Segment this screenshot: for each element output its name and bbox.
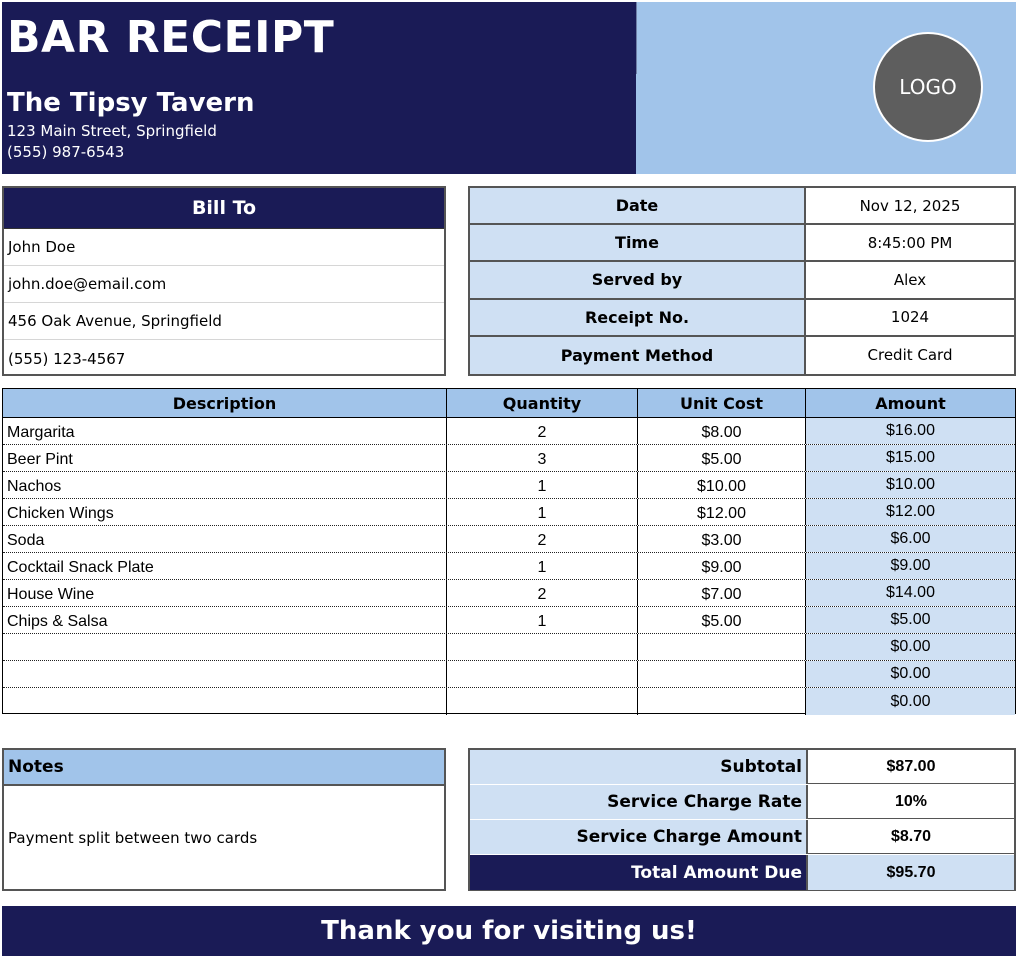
bill-to-box — [2, 186, 446, 376]
item-quantity[interactable]: 2 — [447, 526, 638, 552]
column-header-description: Description — [3, 389, 447, 417]
info-label: Date — [470, 188, 806, 223]
item-description[interactable]: Cocktail Snack Plate — [3, 553, 447, 579]
subtotal-value: $87.00 — [806, 750, 1014, 784]
item-quantity[interactable] — [447, 688, 638, 715]
item-unit-cost[interactable]: $7.00 — [638, 580, 806, 606]
item-quantity[interactable]: 2 — [447, 580, 638, 606]
item-unit-cost[interactable] — [638, 634, 806, 660]
totals-table — [468, 748, 1016, 891]
item-quantity[interactable]: 1 — [447, 499, 638, 525]
item-amount: $12.00 — [806, 499, 1015, 525]
item-amount: $14.00 — [806, 580, 1015, 606]
thank-you-banner: Thank you for visiting us! — [2, 906, 1016, 956]
total-due-row — [470, 855, 1014, 890]
info-label: Receipt No. — [470, 300, 806, 335]
info-row-receipt-no — [470, 300, 1014, 337]
table-row — [3, 661, 1015, 688]
receipt-title: BAR RECEIPT — [7, 12, 335, 63]
table-row — [3, 526, 1015, 553]
table-row — [3, 688, 1015, 715]
header-divider — [636, 2, 637, 74]
item-description[interactable]: Soda — [3, 526, 447, 552]
logo-placeholder — [873, 32, 983, 142]
payment-method-value[interactable]: Credit Card — [867, 346, 953, 365]
bar-name: The Tipsy Tavern — [7, 88, 255, 118]
item-amount: $0.00 — [806, 688, 1015, 715]
items-header-row — [3, 389, 1015, 418]
column-header-unit-cost: Unit Cost — [638, 389, 806, 417]
customer-name[interactable]: John Doe — [4, 229, 444, 266]
receipt-no-value[interactable]: 1024 — [890, 308, 930, 327]
service-amount-row — [470, 820, 1014, 855]
table-row — [3, 418, 1015, 445]
table-row — [3, 553, 1015, 580]
date-value[interactable]: Nov 12, 2025 — [859, 196, 961, 215]
item-description[interactable]: Nachos — [3, 472, 447, 498]
served-by-value[interactable]: Alex — [893, 270, 927, 289]
service-rate-label: Service Charge Rate — [470, 785, 806, 819]
table-row — [3, 607, 1015, 634]
table-row — [3, 499, 1015, 526]
bar-address: 123 Main Street, Springfield — [7, 122, 217, 140]
table-row — [3, 472, 1015, 499]
bill-to-heading: Bill To — [4, 188, 444, 229]
service-rate-value[interactable]: 10% — [806, 785, 1014, 819]
item-amount: $6.00 — [806, 526, 1015, 552]
info-row-payment-method — [470, 337, 1014, 374]
item-description[interactable]: House Wine — [3, 580, 447, 606]
column-header-quantity: Quantity — [447, 389, 638, 417]
item-description[interactable] — [3, 661, 447, 687]
item-rows — [3, 418, 1015, 715]
subtotal-row — [470, 750, 1014, 785]
notes-text[interactable]: Payment split between two cards — [8, 828, 258, 847]
total-due-value: $95.70 — [806, 855, 1014, 890]
time-value[interactable]: 8:45:00 PM — [867, 233, 953, 252]
item-description[interactable]: Beer Pint — [3, 445, 447, 471]
item-description[interactable] — [3, 688, 447, 715]
service-amount-label: Service Charge Amount — [470, 820, 806, 854]
item-unit-cost[interactable]: $8.00 — [638, 418, 806, 444]
item-unit-cost[interactable]: $5.00 — [638, 445, 806, 471]
item-amount: $15.00 — [806, 445, 1015, 471]
receipt-info-table — [468, 186, 1016, 376]
item-description[interactable]: Chips & Salsa — [3, 607, 447, 633]
item-quantity[interactable] — [447, 661, 638, 687]
item-description[interactable]: Chicken Wings — [3, 499, 447, 525]
item-amount: $16.00 — [806, 418, 1015, 444]
item-amount: $10.00 — [806, 472, 1015, 498]
logo-text: LOGO — [899, 75, 957, 99]
service-amount-value: $8.70 — [806, 820, 1014, 854]
items-table — [2, 388, 1016, 714]
info-label: Time — [470, 225, 806, 260]
item-unit-cost[interactable]: $3.00 — [638, 526, 806, 552]
bar-phone: (555) 987-6543 — [7, 143, 125, 161]
info-label: Served by — [470, 262, 806, 297]
table-row — [3, 580, 1015, 607]
item-quantity[interactable]: 1 — [447, 553, 638, 579]
customer-address[interactable]: 456 Oak Avenue, Springfield — [4, 303, 444, 340]
item-description[interactable] — [3, 634, 447, 660]
info-row-served-by — [470, 262, 1014, 299]
table-row — [3, 445, 1015, 472]
item-unit-cost[interactable]: $10.00 — [638, 472, 806, 498]
item-amount: $5.00 — [806, 607, 1015, 633]
customer-phone[interactable]: (555) 123-4567 — [8, 349, 126, 368]
item-quantity[interactable]: 1 — [447, 472, 638, 498]
item-unit-cost[interactable]: $9.00 — [638, 553, 806, 579]
item-quantity[interactable]: 2 — [447, 418, 638, 444]
item-quantity[interactable] — [447, 634, 638, 660]
service-rate-row — [470, 785, 1014, 820]
item-unit-cost[interactable]: $5.00 — [638, 607, 806, 633]
notes-box — [2, 748, 446, 891]
info-row-date — [470, 188, 1014, 225]
notes-heading: Notes — [4, 750, 444, 786]
column-header-amount: Amount — [875, 393, 946, 413]
customer-email[interactable]: john.doe@email.com — [4, 266, 444, 303]
total-due-label: Total Amount Due — [470, 855, 806, 890]
item-unit-cost[interactable] — [638, 661, 806, 687]
item-amount: $9.00 — [806, 553, 1015, 579]
subtotal-label: Subtotal — [470, 750, 806, 784]
info-row-time — [470, 225, 1014, 262]
item-quantity[interactable]: 3 — [447, 445, 638, 471]
item-unit-cost[interactable] — [638, 688, 806, 715]
item-amount: $0.00 — [806, 634, 1015, 660]
item-quantity[interactable]: 1 — [447, 607, 638, 633]
item-description[interactable]: Margarita — [3, 418, 447, 444]
info-label: Payment Method — [470, 337, 806, 374]
table-row — [3, 634, 1015, 661]
item-amount: $0.00 — [806, 661, 1015, 687]
item-unit-cost[interactable]: $12.00 — [638, 499, 806, 525]
